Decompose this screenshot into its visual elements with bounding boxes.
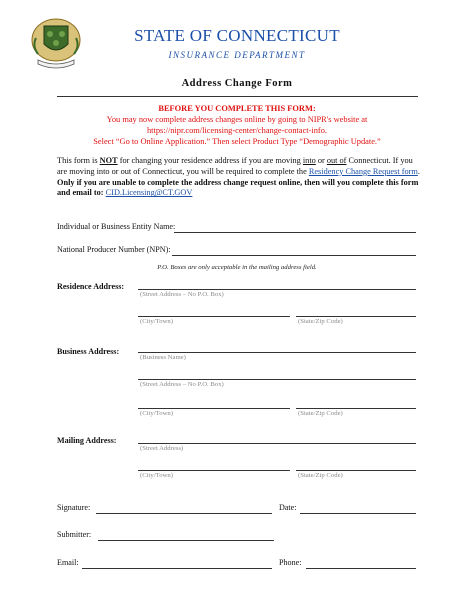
nipr-link[interactable]: https://nipr.com/licensing-center/change-contact-info.: [146, 126, 327, 135]
department-name: INSURANCE DEPARTMENT: [168, 50, 306, 60]
instructions-text: .: [417, 166, 420, 176]
instructions-text: for changing your residence address if you are moving: [117, 156, 303, 165]
instructions-text: Connecticut.: [346, 156, 391, 165]
signature-field[interactable]: [96, 513, 272, 514]
notice-line-1: You may now complete address changes online by going to NIPR's website at: [106, 115, 368, 124]
business-street-hint: (Street Address – No P.O. Box): [140, 381, 224, 388]
residence-street-field[interactable]: [138, 289, 416, 290]
residency-change-link[interactable]: Residency Change Request form: [308, 166, 418, 176]
residence-city-hint: (City/Town): [140, 318, 173, 325]
signature-label: Signature:: [57, 503, 91, 512]
into-emphasis: into: [302, 156, 316, 165]
not-emphasis: NOT: [99, 156, 118, 165]
npn-label: National Producer Number (NPN):: [57, 245, 171, 254]
email-link[interactable]: CID.Licensing@CT.GOV: [105, 188, 193, 198]
notice-line-3: Select “Go to Online Application.” Then select Product Type “Demographic Update.”: [93, 137, 381, 146]
header-divider: [57, 96, 418, 97]
mailing-state-zip-hint: (State/Zip Code): [298, 472, 343, 479]
npn-field[interactable]: [172, 255, 416, 256]
business-state-zip-hint: (State/Zip Code): [298, 410, 343, 417]
business-name-field[interactable]: [138, 352, 416, 353]
business-state-zip-field[interactable]: [296, 408, 416, 409]
form-title: Address Change Form: [181, 78, 293, 89]
business-street-field[interactable]: [138, 379, 416, 380]
mailing-street-hint: (Street Address): [140, 445, 184, 452]
residence-address-label: Residence Address:: [57, 282, 125, 291]
entity-name-field[interactable]: [174, 232, 416, 233]
instructions-text: If you are moving into or out of Connecticut, you will be required to complete the: [57, 156, 413, 176]
submitter-label: Submitter:: [57, 530, 92, 539]
mailing-city-field[interactable]: [138, 470, 290, 471]
mailing-state-zip-field[interactable]: [296, 470, 416, 471]
mailing-street-field[interactable]: [138, 443, 416, 444]
phone-label: Phone:: [279, 558, 302, 567]
residence-state-zip-hint: (State/Zip Code): [298, 318, 343, 325]
state-title: STATE OF CONNECTICUT: [134, 26, 340, 45]
notice-block: [60, 103, 414, 147]
submitter-field[interactable]: [98, 540, 274, 541]
instructions-paragraph: [57, 156, 422, 199]
email-label: Email:: [57, 558, 79, 567]
email-field[interactable]: [82, 568, 272, 569]
residence-city-field[interactable]: [138, 316, 290, 317]
po-box-note: P.O. Boxes are only acceptable in the mailing address field.: [157, 264, 317, 271]
mailing-address-label: Mailing Address:: [57, 436, 117, 445]
business-city-field[interactable]: [138, 408, 290, 409]
entity-name-label: Individual or Business Entity Name:: [57, 222, 176, 231]
business-name-hint: (Business Name): [140, 354, 186, 361]
notice-heading: BEFORE YOU COMPLETE THIS FORM:: [158, 104, 316, 113]
business-address-label: Business Address:: [57, 347, 120, 356]
instructions-text: or: [315, 156, 327, 165]
date-field[interactable]: [300, 513, 416, 514]
residence-state-zip-field[interactable]: [296, 316, 416, 317]
phone-field[interactable]: [306, 568, 416, 569]
business-city-hint: (City/Town): [140, 410, 173, 417]
residence-street-hint: (Street Address – No P.O. Box): [140, 291, 224, 298]
mailing-city-hint: (City/Town): [140, 472, 173, 479]
out-of-emphasis: out of: [326, 156, 347, 165]
instructions-text: This form is: [57, 156, 100, 165]
instructions-bold-text: Only if you are unable to complete the address change request online, then will you complete this form and email to:: [57, 177, 419, 198]
date-label: Date:: [279, 503, 297, 512]
